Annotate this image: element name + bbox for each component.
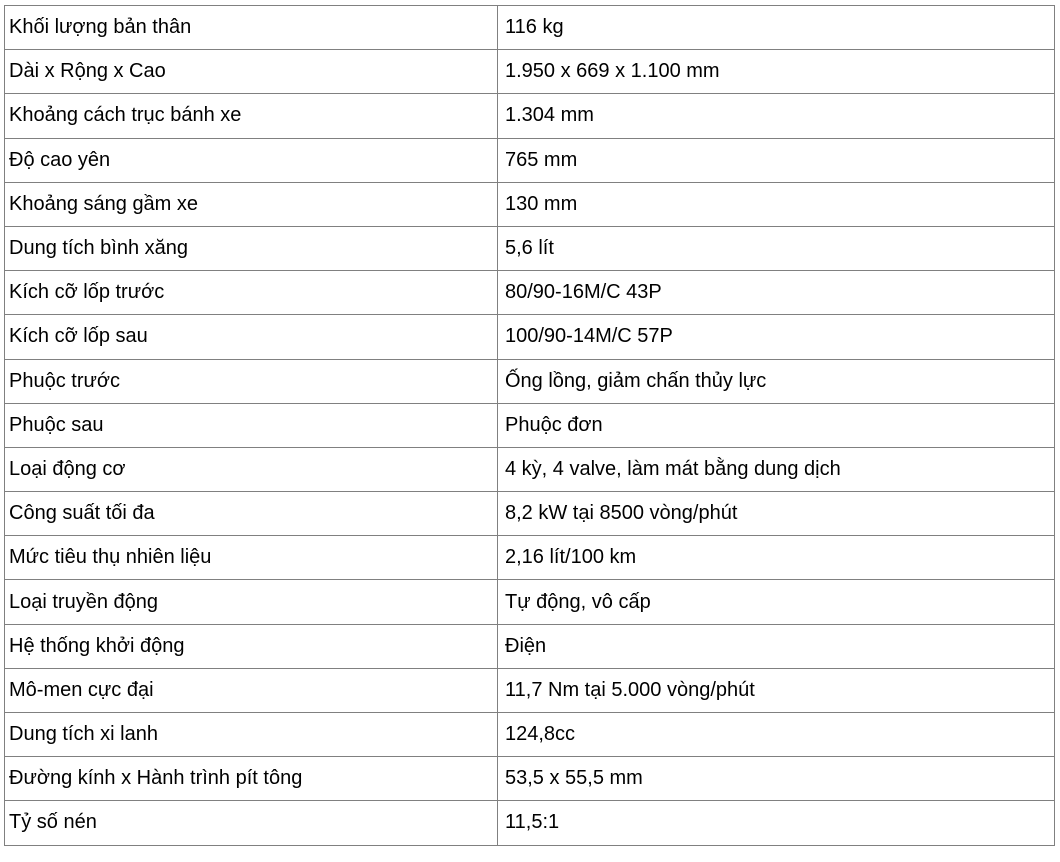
spec-label-cell: Khoảng sáng gầm xe [5,182,498,226]
spec-label-cell: Mô-men cực đại [5,668,498,712]
spec-label-cell: Hệ thống khởi động [5,624,498,668]
spec-value-cell: 130 mm [498,182,1055,226]
spec-table [4,5,1055,846]
spec-value-cell: 2,16 lít/100 km [498,536,1055,580]
spec-value-cell: 1.304 mm [498,94,1055,138]
spec-value-cell: 765 mm [498,138,1055,182]
spec-table-body [5,6,1055,846]
table-row [5,271,1055,315]
table-row [5,668,1055,712]
spec-label-cell: Dung tích bình xăng [5,226,498,270]
table-row [5,757,1055,801]
spec-value-cell: 11,5:1 [498,801,1055,845]
spec-value-cell: Điện [498,624,1055,668]
table-row [5,801,1055,845]
spec-label-cell: Mức tiêu thụ nhiên liệu [5,536,498,580]
spec-label-cell: Kích cỡ lốp sau [5,315,498,359]
spec-value-cell: 116 kg [498,6,1055,50]
spec-label-cell: Công suất tối đa [5,492,498,536]
spec-label-cell: Loại động cơ [5,447,498,491]
table-row [5,94,1055,138]
table-row [5,138,1055,182]
spec-label-cell: Tỷ số nén [5,801,498,845]
table-row [5,447,1055,491]
spec-label-cell: Dung tích xi lanh [5,713,498,757]
table-row [5,713,1055,757]
spec-value-cell: 8,2 kW tại 8500 vòng/phút [498,492,1055,536]
table-row [5,50,1055,94]
spec-label-cell: Độ cao yên [5,138,498,182]
spec-value-cell: 5,6 lít [498,226,1055,270]
spec-label-cell: Khoảng cách trục bánh xe [5,94,498,138]
spec-value-cell: 11,7 Nm tại 5.000 vòng/phút [498,668,1055,712]
spec-value-cell: 80/90-16M/C 43P [498,271,1055,315]
spec-label-cell: Khối lượng bản thân [5,6,498,50]
spec-label-cell: Dài x Rộng x Cao [5,50,498,94]
spec-value-cell: 4 kỳ, 4 valve, làm mát bằng dung dịch [498,447,1055,491]
spec-value-cell: 1.950 x 669 x 1.100 mm [498,50,1055,94]
table-row [5,6,1055,50]
spec-label-cell: Đường kính x Hành trình pít tông [5,757,498,801]
spec-value-cell: Phuộc đơn [498,403,1055,447]
table-row [5,624,1055,668]
spec-value-cell: Ống lồng, giảm chấn thủy lực [498,359,1055,403]
spec-value-cell: 53,5 x 55,5 mm [498,757,1055,801]
spec-label-cell: Phuộc sau [5,403,498,447]
table-row [5,403,1055,447]
spec-label-cell: Loại truyền động [5,580,498,624]
table-row [5,315,1055,359]
table-row [5,226,1055,270]
table-row [5,182,1055,226]
table-row [5,359,1055,403]
spec-label-cell: Phuộc trước [5,359,498,403]
spec-value-cell: 100/90-14M/C 57P [498,315,1055,359]
table-row [5,536,1055,580]
spec-value-cell: Tự động, vô cấp [498,580,1055,624]
spec-label-cell: Kích cỡ lốp trước [5,271,498,315]
table-row [5,580,1055,624]
table-row [5,492,1055,536]
spec-value-cell: 124,8cc [498,713,1055,757]
